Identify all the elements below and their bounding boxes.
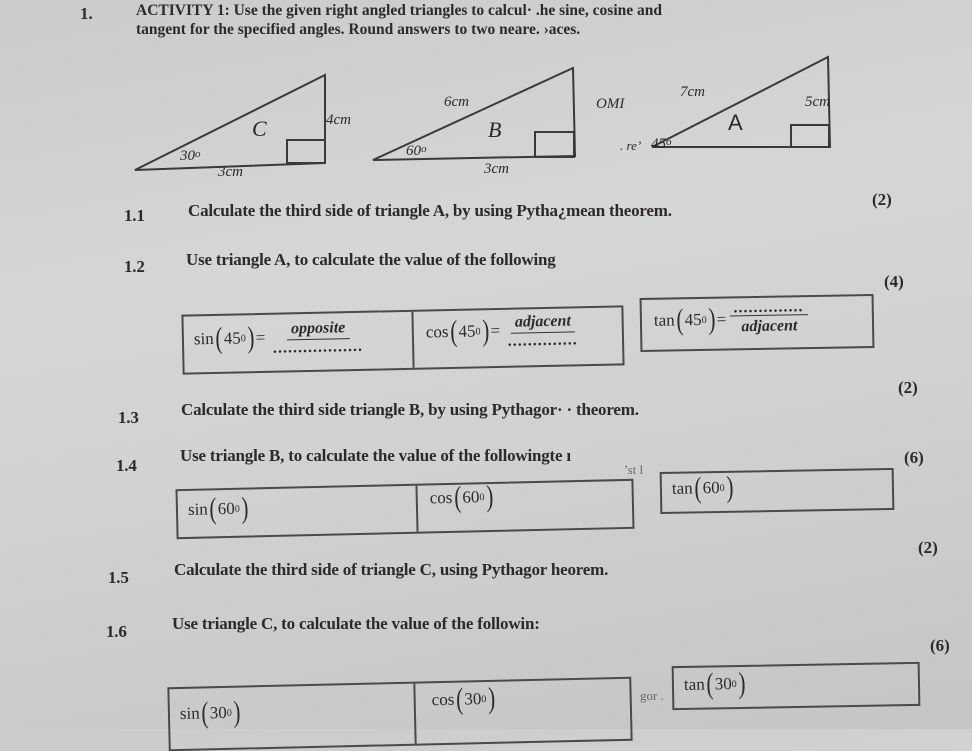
triangle-a-label: A bbox=[728, 110, 743, 135]
open-paren: ( bbox=[455, 682, 464, 716]
question-1-5-marks: (2) bbox=[918, 538, 938, 557]
question-1-4-text: Use triangle B, to calculate the value of the followingte ı bbox=[180, 446, 571, 465]
question-1-3-text: Calculate the third side triangle B, by using Pythagor· · theorem. bbox=[181, 400, 639, 419]
sin-45-numerator: opposite bbox=[287, 319, 350, 340]
sin-60-angle: 60 bbox=[217, 498, 236, 519]
cos-60-fn: cos bbox=[429, 487, 453, 508]
sin-45-denominator-blank[interactable]: .................. bbox=[273, 337, 364, 357]
triangle-c-side: 4cm bbox=[326, 112, 351, 128]
tan-60-fn: tan bbox=[671, 478, 693, 498]
question-1-1-number: 1.1 bbox=[124, 206, 145, 225]
tan-45-denominator: adjacent bbox=[741, 317, 798, 336]
sin-45-angle: 45 bbox=[223, 328, 241, 348]
close-paren: ) bbox=[485, 480, 494, 514]
tan-60-angle: 60 bbox=[702, 478, 720, 498]
triangle-a-hypotenuse: 7cm bbox=[680, 84, 705, 100]
answer-table-triangle-b bbox=[175, 479, 634, 539]
close-paren: ) bbox=[246, 321, 255, 355]
degree-symbol: 0 bbox=[701, 314, 707, 326]
cos-45-cell[interactable] bbox=[425, 312, 582, 349]
open-paren: ( bbox=[200, 696, 209, 730]
degree-symbol: 0 bbox=[481, 693, 487, 705]
question-1-3-number: 1.3 bbox=[118, 408, 139, 427]
question-1-6-marks: (6) bbox=[930, 636, 950, 655]
sin-30-angle: 30 bbox=[209, 702, 227, 723]
cos-60-angle: 60 bbox=[462, 487, 480, 507]
open-paren: ( bbox=[208, 492, 217, 526]
triangle-a-angle: 45$^o$ bbox=[651, 136, 672, 152]
triangle-c-angle-value: 30 bbox=[180, 148, 195, 164]
triangle-c-angle: 30$^o$ bbox=[180, 148, 201, 164]
tan-60-cell[interactable] bbox=[660, 468, 895, 514]
triangle-b-base: 3cm bbox=[484, 161, 509, 177]
cos-45-angle: 45 bbox=[458, 321, 476, 341]
question-1-1-marks: (2) bbox=[872, 190, 892, 209]
cos-30-fn: cos bbox=[431, 689, 455, 710]
cos-45-numerator: adjacent bbox=[511, 312, 575, 333]
open-paren: ( bbox=[453, 480, 462, 514]
cos-30-angle: 30 bbox=[464, 689, 482, 709]
stray-mark-st: ’st l bbox=[624, 462, 644, 477]
close-paren: ) bbox=[725, 470, 734, 504]
open-paren: ( bbox=[214, 321, 223, 355]
question-1-4-number: 1.4 bbox=[116, 456, 137, 475]
activity-instructions-1: Use the given right angled triangles to calcul· .he sine, cosine and bbox=[233, 2, 663, 19]
cos-30-cell[interactable] bbox=[431, 681, 496, 716]
cos-60-cell[interactable] bbox=[429, 482, 494, 513]
question-1-2-marks: (4) bbox=[884, 272, 904, 291]
tan-45-numerator-blank[interactable]: .............. bbox=[730, 301, 808, 316]
question-1-3-marks: (2) bbox=[898, 378, 918, 397]
degree-symbol: 0 bbox=[479, 491, 485, 503]
sin-30-cell[interactable] bbox=[169, 684, 416, 750]
triangle-b-angle: 60$^o$ bbox=[406, 143, 427, 159]
tan-45-cell[interactable] bbox=[640, 294, 875, 352]
triangle-a-angle-value: 45 bbox=[651, 136, 666, 152]
triangle-b-hypotenuse: 6cm bbox=[444, 94, 469, 110]
open-paren: ( bbox=[693, 471, 702, 505]
sin-45-fn: sin bbox=[193, 328, 214, 349]
stray-mark-omi: OMI bbox=[596, 96, 625, 112]
equals-sign: = bbox=[255, 327, 266, 348]
activity-number: 1. bbox=[80, 4, 93, 23]
activity-instructions-2: tangent for the specified angles. Round answers to two neare. ›aces. bbox=[136, 21, 581, 38]
open-paren: ( bbox=[675, 303, 684, 337]
question-1-2-text: Use triangle A, to calculate the value of the following bbox=[186, 250, 556, 269]
tan-30-cell[interactable] bbox=[672, 662, 921, 710]
sin-30-fn: sin bbox=[179, 703, 200, 723]
close-paren: ) bbox=[487, 681, 496, 715]
stray-mark-gor: gor . bbox=[640, 688, 664, 703]
tan-30-fn: tan bbox=[683, 674, 705, 694]
question-1-4-marks: (6) bbox=[904, 448, 924, 467]
answer-table-triangle-a bbox=[181, 305, 624, 374]
question-1-6-number: 1.6 bbox=[106, 622, 127, 641]
triangle-b-diagram bbox=[370, 60, 590, 170]
tan-45-fn: tan bbox=[653, 310, 675, 330]
sin-45-cell[interactable] bbox=[183, 312, 414, 373]
question-1-5-text: Calculate the third side of triangle C, using Pythagor heorem. bbox=[174, 560, 609, 579]
tan-30-angle: 30 bbox=[714, 674, 732, 694]
question-1-2-number: 1.2 bbox=[124, 257, 145, 276]
question-1-1-text: Calculate the third side of triangle A, by using Pytha¿mean theorem. bbox=[188, 201, 672, 220]
degree-symbol: 0 bbox=[731, 678, 737, 690]
close-paren: ) bbox=[737, 666, 746, 701]
close-paren: ) bbox=[232, 695, 241, 729]
tan-45-fraction bbox=[730, 298, 809, 336]
question-1-6-text: Use triangle C, to calculate the value of the followin: bbox=[172, 614, 540, 633]
open-paren: ( bbox=[449, 314, 458, 349]
degree-symbol: 0 bbox=[226, 707, 232, 719]
triangle-b-angle-value: 60 bbox=[406, 143, 421, 159]
sin-60-fn: sin bbox=[187, 499, 209, 519]
degree-symbol: 0 bbox=[475, 325, 481, 337]
close-paren: ) bbox=[240, 491, 249, 525]
cos-45-denominator-blank[interactable]: .............. bbox=[508, 331, 579, 350]
degree-symbol: 0 bbox=[240, 332, 246, 344]
activity-title: ACTIVITY 1: bbox=[136, 2, 230, 19]
close-paren: ) bbox=[481, 314, 490, 348]
triangle-b-label: B bbox=[488, 117, 502, 142]
triangle-c-base: 3cm bbox=[218, 164, 243, 180]
triangle-c-label: C bbox=[252, 116, 267, 141]
cos-45-fn: cos bbox=[425, 322, 449, 342]
open-paren: ( bbox=[705, 667, 714, 701]
tan-45-angle: 45 bbox=[684, 309, 702, 330]
cos-45-fraction bbox=[504, 312, 583, 348]
activity-heading bbox=[136, 2, 662, 20]
equals-sign: = bbox=[490, 320, 501, 341]
close-paren: ) bbox=[707, 302, 716, 336]
sin-60-cell[interactable] bbox=[178, 486, 419, 537]
degree-symbol: 0 bbox=[719, 482, 725, 494]
question-1-5-number: 1.5 bbox=[108, 568, 129, 587]
degree-symbol: 0 bbox=[234, 503, 240, 515]
equals-sign: = bbox=[716, 309, 727, 329]
triangle-a-side: 5cm bbox=[805, 94, 830, 110]
sin-45-fraction bbox=[269, 319, 368, 355]
stray-mark-re: . re’ bbox=[620, 138, 642, 153]
answer-table-triangle-c bbox=[167, 677, 632, 751]
